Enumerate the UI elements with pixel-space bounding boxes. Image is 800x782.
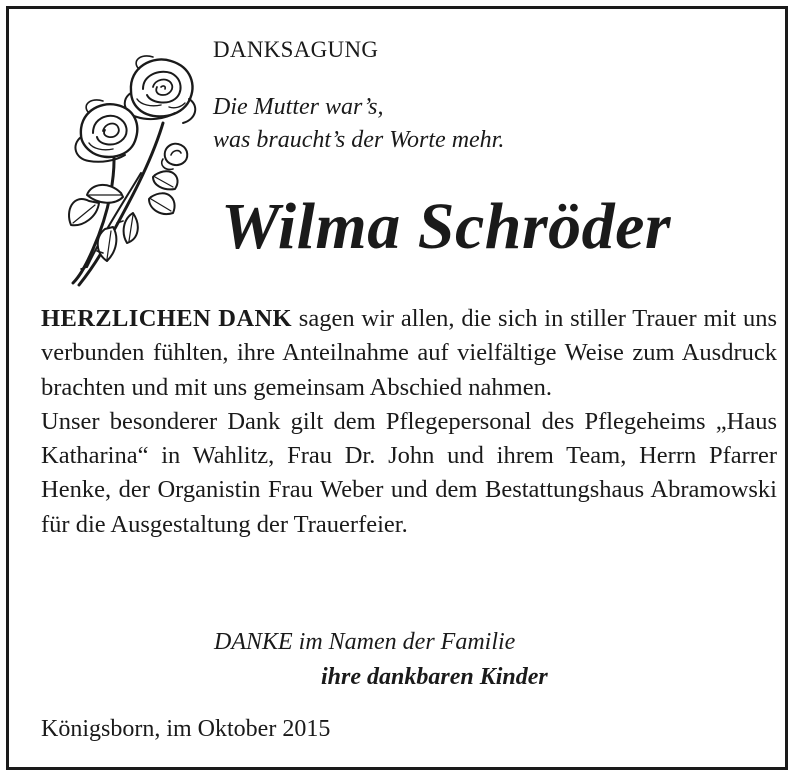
place-date: Königsborn, im Oktober 2015 (41, 716, 331, 742)
rose-icon (43, 53, 213, 289)
closing-line-2: ihre dankbaren Kinder (321, 664, 548, 690)
closing-line-1: DANKE im Namen der Familie (214, 629, 516, 655)
thanks-lead: HERZLICHEN DANK (41, 305, 293, 332)
notice-heading: DANKSAGUNG (213, 37, 379, 62)
obituary-notice (6, 6, 788, 770)
thanks-paragraph-1 (41, 302, 777, 405)
thanks-body (41, 302, 777, 542)
deceased-name: Wilma Schröder (221, 190, 672, 263)
thanks-paragraph-1-text: sagen wir allen, die sich in stiller Trauer mit uns verbunden fühlten, ihre Anteilnahme auf vielfältige Weise zum Ausdruck brachten und mit uns gemeinsam Abschied nahmen. (41, 305, 777, 401)
thanks-paragraph-2: Unser besonderer Dank gilt dem Pflegepersonal des Pflegeheims „Haus Katharina“ in Wahlitz, Frau Dr. John und ihrem Team, Herrn Pfarrer Henke, der Organistin Frau Weber und dem Bestattungshaus Abramowski für die Ausgestaltung der Trauerfeier. (41, 407, 777, 538)
motto-line-1: Die Mutter war’s, (213, 94, 384, 120)
motto-quote (213, 91, 504, 157)
motto-line-2: was braucht’s der Worte mehr. (213, 127, 505, 153)
